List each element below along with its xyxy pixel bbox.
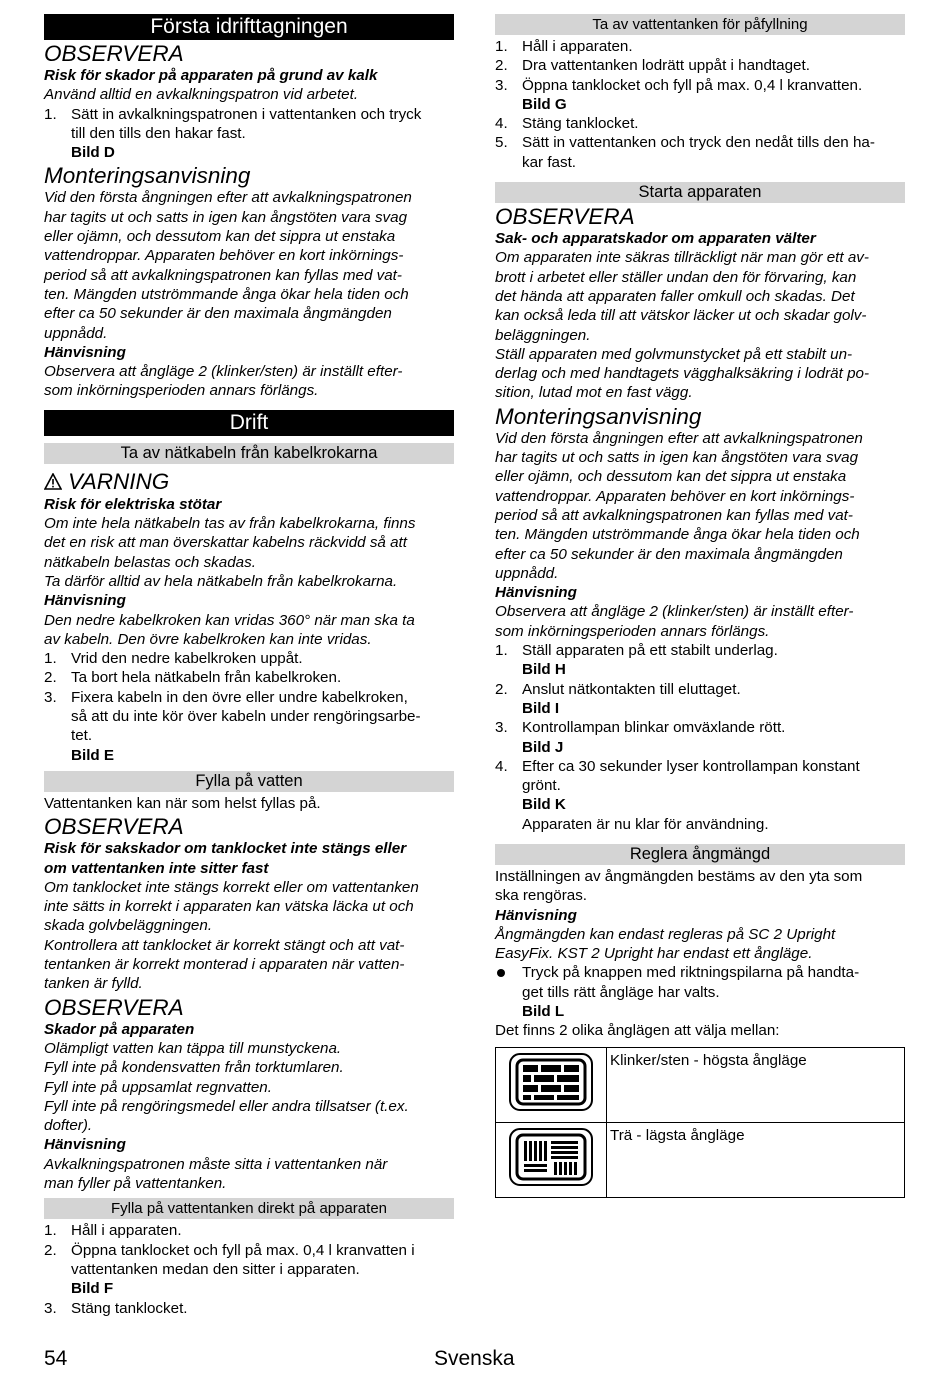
subsection-heading-kabel: Ta av nätkabeln från kabelkrokarna (44, 443, 454, 464)
figure-reference: Bild D (71, 144, 115, 162)
steam-mode-table (495, 1047, 905, 1198)
brick-wall-icon (504, 1099, 598, 1116)
wood-parquet-icon (504, 1174, 598, 1191)
observera-subtitle: Risk för skador på apparaten på grund av kalk (44, 67, 378, 84)
list-item: 5. Sätt in vattentanken och tryck den nedåt tills den ha- kar fast. (495, 134, 875, 171)
observera-title: OBSERVERA (44, 814, 184, 840)
ready-text: Apparaten är nu klar för användning. (522, 815, 769, 833)
step-list (495, 641, 905, 834)
bullet-item: Tryck på knappen med riktningspilarna på handta- get tills rätt ångläge har valts. Bild L (495, 963, 905, 1021)
observera-subtitle: Sak- och apparatskador om apparaten välter (495, 230, 816, 248)
hanvisning-label: Hänvisning (44, 1136, 126, 1154)
bullet-icon (497, 969, 505, 977)
mode-label: Klinker/sten - högsta ångläge (607, 1047, 905, 1122)
observera-subtitle: Risk för sakskador om tanklocket inte stängs eller om vattentanken inte sitter fast (44, 840, 407, 877)
table-row (496, 1122, 905, 1197)
list-item: 3. Öppna tanklocket och fyll på max. 0,4 l kranvatten. Bild G (495, 76, 905, 115)
figure-reference: Bild H (522, 661, 566, 679)
fylla-text: Vattentanken kan när som helst fyllas på. (44, 794, 321, 812)
page-number: 54 (44, 1347, 68, 1370)
language-label: Svenska (434, 1347, 515, 1370)
hanvisning-label: Hänvisning (495, 584, 577, 602)
monteringsanvisning-title: Monteringsanvisning (44, 163, 251, 189)
list-item: 4. Efter ca 30 sekunder lyser kontrollampan konstant grönt. Bild K Apparaten är nu klar för användning. (495, 757, 905, 834)
monteringsanvisning-text: Vid den första ångningen efter att avkalkningspatronen har tagits ut och satts in igen kan ångstöten vara svag eller ojämn, och dessutom kan det sippra ut enstaka vattendroppar. Apparaten behöver en kort inkörnings- period så att avkalkningspatronen kan fyllas med vat- ten. Mängden utströmmande ånga ökar hela tiden och efter ca 50 sekunder är den maximala ångmängden uppnådd. (44, 189, 412, 342)
left-column (44, 14, 454, 1318)
subsection-heading-fylla: Fylla på vatten (44, 771, 454, 792)
list-item: 4. Stäng tanklocket. (495, 115, 639, 133)
list-item: 1. Håll i apparaten. (495, 38, 633, 55)
reglera-text: Inställningen av ångmängden bestäms av den yta som ska rengöras. (495, 867, 863, 905)
monteringsanvisning-text: Vid den första ångningen efter att avkalkningspatronen har tagits ut och satts in igen kan ångstöten vara svag eller ojämn, och dessutom kan det sippra ut enstaka vattendroppar. Apparaten behöver en kort inkörnings- period så att avkalkningspatronen kan fyllas med vat- ten. Mängden utströmmande ånga ökar hela tiden och efter ca 50 sekunder är den maximala ångmängden uppnådd. (495, 429, 863, 582)
list-item: 1. Ställ apparaten på ett stabilt underlag. Bild H (495, 641, 905, 680)
list-item: 1. Sätt in avkalkningspatronen i vattentanken och tryck till den tills den hakar fast. Bild D (44, 105, 454, 163)
list-item: 2. Anslut nätkontakten till eluttaget. Bild I (495, 680, 905, 719)
list-item: 2. Ta bort hela nätkabeln från kabelkroken. (44, 669, 342, 687)
varning-title: VARNING (44, 470, 454, 495)
monteringsanvisning-title: Monteringsanvisning (495, 403, 702, 429)
figure-reference: Bild K (522, 796, 566, 814)
varning-subtitle: Risk för elektriska stötar (44, 495, 222, 513)
step-list (44, 1221, 454, 1317)
hanvisning-text: Observera att ångläge 2 (klinker/sten) är inställt efter- som inkörningsperioden annars förlängs. (495, 603, 854, 640)
warning-triangle-icon (44, 471, 68, 495)
subsection-heading-starta: Starta apparaten (495, 182, 905, 203)
list-item: 2. Dra vattentanken lodrätt uppåt i handtaget. (495, 57, 810, 75)
figure-reference: Bild L (522, 1003, 565, 1021)
step-list (44, 649, 454, 765)
hanvisning-text: Ångmängden kan endast regleras på SC 2 Upright EasyFix. KST 2 Upright har endast ett ångläge. (495, 925, 836, 963)
observera-text: Olämpligt vatten kan täppa till munstyckena. Fyll inte på kondensvatten från torktumlaren. Fyll inte på uppsamlat regnvatten. Fyll inte på rengöringsmedel eller andra tillsatser (t.ex. dofter). (44, 1039, 409, 1135)
hanvisning-label: Hänvisning (44, 592, 126, 610)
observera-text: Om apparaten inte säkras tillräckligt när man gör ett av- brott i arbetet eller ställer undan den för förvaring, kan det hända att apparaten faller omkull och skadas. Det kan också leda till att vätskor läcker ut och skadar golv- beläggningen. Ställ apparaten med golvmunstycket på ett stabilt un- derlag och med handtagets vägghalksäkring i lodrät po- sition, lutad mot en fast vägg. (495, 249, 870, 402)
observera-title: OBSERVERA (44, 41, 184, 66)
right-column (495, 14, 905, 1198)
subsection-heading-tank: Ta av vattentanken för påfyllning (495, 14, 905, 35)
hanvisning-text: Avkalkningspatronen måste sitta i vattentanken när man fyller på vattentanken. (44, 1155, 388, 1193)
mode-label: Trä - lägsta ångläge (607, 1122, 905, 1197)
section-heading-drift: Drift (44, 410, 454, 436)
varning-text: Om inte hela nätkabeln tas av från kabelkrokarna, finns det en risk att man överskattar kabelns räckvidd så att nätkabeln belastas och skadas. Ta därför alltid av hela nätkabeln från kabelkrokarna. (44, 515, 416, 590)
observera-title: OBSERVERA (44, 994, 184, 1020)
list-item: 3. Fixera kabeln in den övre eller undre kabelkroken, så att du inte kör över kabeln under rengöringsarbe- tet. Bild E (44, 688, 454, 765)
list-item: 1. Håll i apparaten. (44, 1222, 182, 1240)
hanvisning-text: Observera att ångläge 2 (klinker/sten) är inställt efter- som inkörningsperioden annars förlängs. (44, 363, 403, 400)
hanvisning-label: Hänvisning (44, 343, 126, 361)
figure-reference: Bild E (71, 746, 115, 764)
observera-text: Använd alltid en avkalkningspatron vid arbetet. (44, 86, 359, 104)
observera-title: OBSERVERA (495, 204, 635, 230)
list-item: 2. Öppna tanklocket och fyll på max. 0,4 l kranvatten i vattentanken medan den sitter i apparaten. Bild F (44, 1241, 454, 1299)
modes-intro: Det finns 2 olika ånglägen att välja mellan: (495, 1022, 780, 1040)
hanvisning-text: Den nedre kabelkroken kan vridas 360° när man ska ta av kabeln. Den övre kabelkroken kan inte vridas. (44, 611, 415, 648)
list-item: 3. Stäng tanklocket. (44, 1299, 188, 1317)
list-item: 3. Kontrollampan blinkar omväxlande rött. Bild J (495, 718, 905, 757)
figure-reference: Bild J (522, 738, 564, 756)
subsection-heading-direkt: Fylla på vattentanken direkt på apparaten (44, 1198, 454, 1219)
figure-reference: Bild I (522, 699, 560, 717)
step-list (495, 37, 905, 172)
observera-subtitle: Skador på apparaten (44, 1020, 195, 1038)
section-heading-forsta-idrifttagningen: Första idrifttagningen (44, 14, 454, 40)
list-item: 1. Vrid den nedre kabelkroken uppåt. (44, 650, 303, 668)
subsection-heading-reglera: Reglera ångmängd (495, 844, 905, 865)
table-row (496, 1047, 905, 1122)
step-list (44, 105, 454, 163)
hanvisning-label: Hänvisning (495, 906, 577, 924)
figure-reference: Bild F (71, 1280, 114, 1298)
figure-reference: Bild G (522, 95, 567, 113)
observera-text: Om tanklocket inte stängs korrekt eller om vattentanken inte sätts in korrekt i apparaten kan vätska läcka ut och skada golvbeläggningen. Kontrollera att tanklocket är korrekt stängt och att vat- tentanken är korrekt monterad i apparaten när vatten- tanken är fylld. (44, 878, 419, 993)
